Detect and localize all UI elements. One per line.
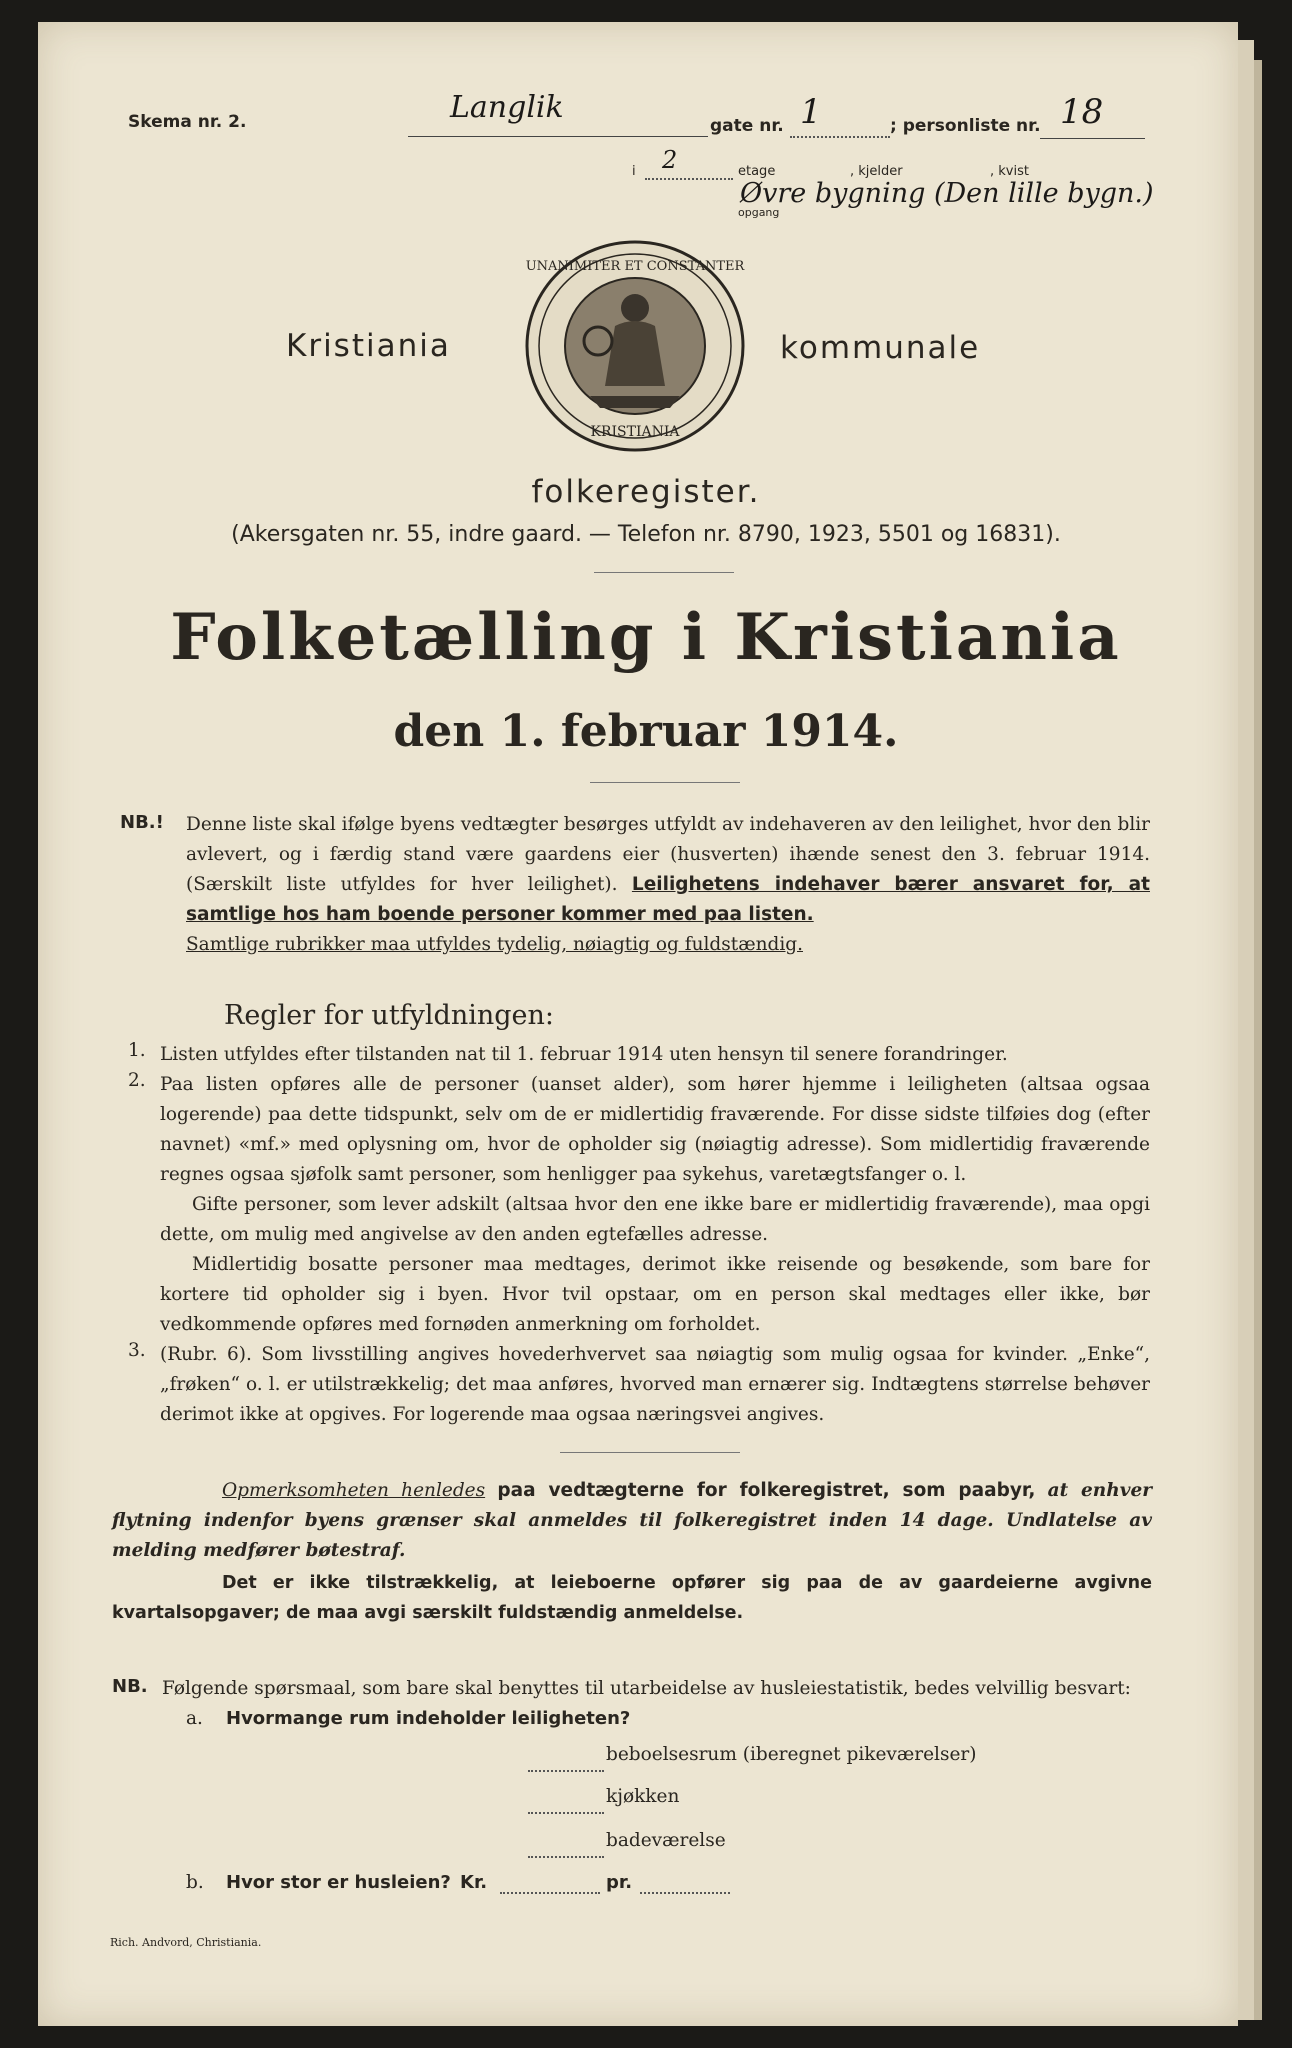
divider (560, 1452, 740, 1453)
rooms-input-line[interactable] (528, 1770, 604, 1772)
register-address: (Akersgaten nr. 55, indre gaard. — Telefon nr. 8790, 1923, 5501 og 16831). (231, 522, 1061, 547)
page-edge (1254, 60, 1262, 2020)
kjelder-label: , kjelder (850, 164, 903, 179)
rent-input-line[interactable] (500, 1892, 600, 1894)
authority-left: Kristiania (286, 328, 451, 364)
rule-1: Listen utfyldes efter tilstanden nat til 1. februar 1914 uten hensyn til senere forandringer. (160, 1044, 1008, 1065)
rule-2-temporary: Midlertidig bosatte personer maa medtages, derimot ikke reisende og besøkende, som bare for kortere tid opholder sig i byen. Hvor tvil opstaar, om en person skal medtages eller ikke, bør vedkommende opføres med fornøden anmerkning om forholdet. (160, 1254, 1150, 1335)
question-a-label: a. (186, 1708, 203, 1729)
nb-label: NB.! (120, 812, 164, 833)
page-edge (1238, 40, 1254, 2020)
rule-2-married: Gifte personer, som lever adskilt (altsaa hvor den ene ikke bare er midlertidig fraværende), maa opgi dette, om mulig med angivelse av den anden egtefælles adresse. (160, 1194, 1150, 1245)
gate-line (790, 136, 890, 138)
street-handwritten: Langlik (450, 90, 564, 125)
authority-right: kommunale (780, 330, 981, 366)
floor-handwritten: 2 (662, 146, 678, 174)
kitchen-input-line[interactable] (528, 1812, 604, 1814)
floor-line (645, 178, 733, 180)
divider (590, 782, 740, 783)
kitchen-label: kjøkken (606, 1786, 680, 1807)
seal-base (590, 396, 680, 408)
seal-text-top: UNANIMITER ET CONSTANTER (525, 259, 745, 274)
personliste-line (1040, 138, 1145, 139)
question-b: Hvor stor er husleien? (226, 1872, 451, 1893)
kr-label: Kr. (460, 1872, 488, 1893)
opgang-handwritten: Øvre bygning (Den lille bygn.) (740, 178, 1154, 209)
rule-2: Paa listen opføres alle de personer (uanset alder), som hører hjemme i leiligheten (altsaa ogsaa logerende) paa dette tidspunkt, selv om de er midlertidig fraværende. For disse sidste tilføies dog (efter navnet) «mf.» med oplysning om, hvor de opholder sig (nøiagtig adresse). Som midlertidig fraværende regnes ogsaa sjøfolk samt personer, som henligger paa sykehus, varetægtsfanger o. l. (160, 1074, 1150, 1185)
rooms-label: beboelsesrum (iberegnet pikeværelser) (606, 1744, 977, 1765)
gate-handwritten: 1 (800, 92, 822, 132)
nb-requirement (186, 930, 1150, 960)
personliste-label: ; personliste nr. (890, 116, 1041, 136)
page-subtitle: den 1. februar 1914. (393, 706, 899, 757)
page-title: Folketælling i Kristiania (170, 600, 1122, 675)
rule-2-number: 2. (128, 1070, 146, 1091)
rule-1-number: 1. (128, 1040, 146, 1061)
nb-responsibility: Leilighetens indehaver bærer ansvaret for, at samtlige hos ham boende personer kommer med paa listen. (186, 874, 1150, 925)
rule-3-number: 3. (128, 1340, 146, 1361)
street-line (408, 136, 708, 137)
gate-label: gate nr. (710, 116, 784, 136)
seal-figure-head (621, 294, 649, 322)
nb-paragraph (186, 810, 1150, 930)
divider (594, 572, 734, 573)
rules-heading: Regler for utfyldningen: (224, 1000, 554, 1031)
rule-3: (Rubr. 6). Som livsstilling angives hovederhvervet saa nøiagtig som mulig ogsaa for kvinder. „Enke“, „frøken“ o. l. er utilstrækkelig; det maa anføres, hvorved man ernærer sig. Indtægtens størrelse behøver derimot ikke at opgives. For logerende maa ogsaa næringsvei angives. (160, 1344, 1150, 1425)
seal-text-bottom: KRISTIANIA (590, 424, 680, 440)
register-label: folkeregister. (531, 474, 761, 510)
schema-number: Skema nr. 2. (128, 112, 247, 132)
question-b-label: b. (186, 1872, 204, 1893)
floor-i-label: i (632, 164, 636, 179)
nb2-label: NB. (112, 1676, 148, 1697)
notice-paragraph (112, 1476, 1152, 1566)
bathroom-input-line[interactable] (528, 1856, 604, 1858)
bathroom-label: badeværelse (606, 1830, 726, 1851)
nb2-text: Følgende spørsmaal, som bare skal benyttes til utarbeidelse av husleiestatistik, bedes velvillig besvart: (162, 1678, 1131, 1699)
notice-second: Det er ikke tilstrækkelig, at leieboerne opfører sig paa de av gaardeierne avgivne kvartalsopgaver; de maa avgi særskilt fuldstændig anmeldelse. (112, 1573, 1152, 1623)
kvist-label: , kvist (990, 164, 1029, 179)
etage-label: etage (738, 164, 776, 179)
period-input-line[interactable] (640, 1892, 730, 1894)
notice-lead: Opmerksomheten henledes (222, 1480, 486, 1501)
personliste-handwritten: 18 (1060, 92, 1104, 132)
notice-italic: at enhver flytning indenfor byens grænser skal anmeldes til folkeregistret inden 14 dage. Undlatelse av melding medfører bøtestraf. (112, 1480, 1152, 1561)
nb-requirement-text: Samtlige rubrikker maa utfyldes tydelig, nøiagtig og fuldstændig. (186, 934, 803, 955)
nb-text: Denne liste skal ifølge byens vedtægter besørges utfyldt av indehaveren av den leilighet, hvor den blir avlevert, og i færdig stand være gaardens eier (husverten) ihænde senest den 3. februar 1914. (Særskilt liste utfyldes for hver leilighet). (186, 814, 1150, 895)
question-a: Hvormange rum indeholder leiligheten? (226, 1708, 631, 1729)
printer-credit: Rich. Andvord, Christiania. (110, 1936, 262, 1949)
pr-label: pr. (606, 1872, 633, 1893)
opgang-label: opgang (738, 206, 780, 219)
city-seal (520, 236, 750, 456)
notice-text: paa vedtægterne for folkeregistret, som paabyr, (497, 1480, 1036, 1501)
